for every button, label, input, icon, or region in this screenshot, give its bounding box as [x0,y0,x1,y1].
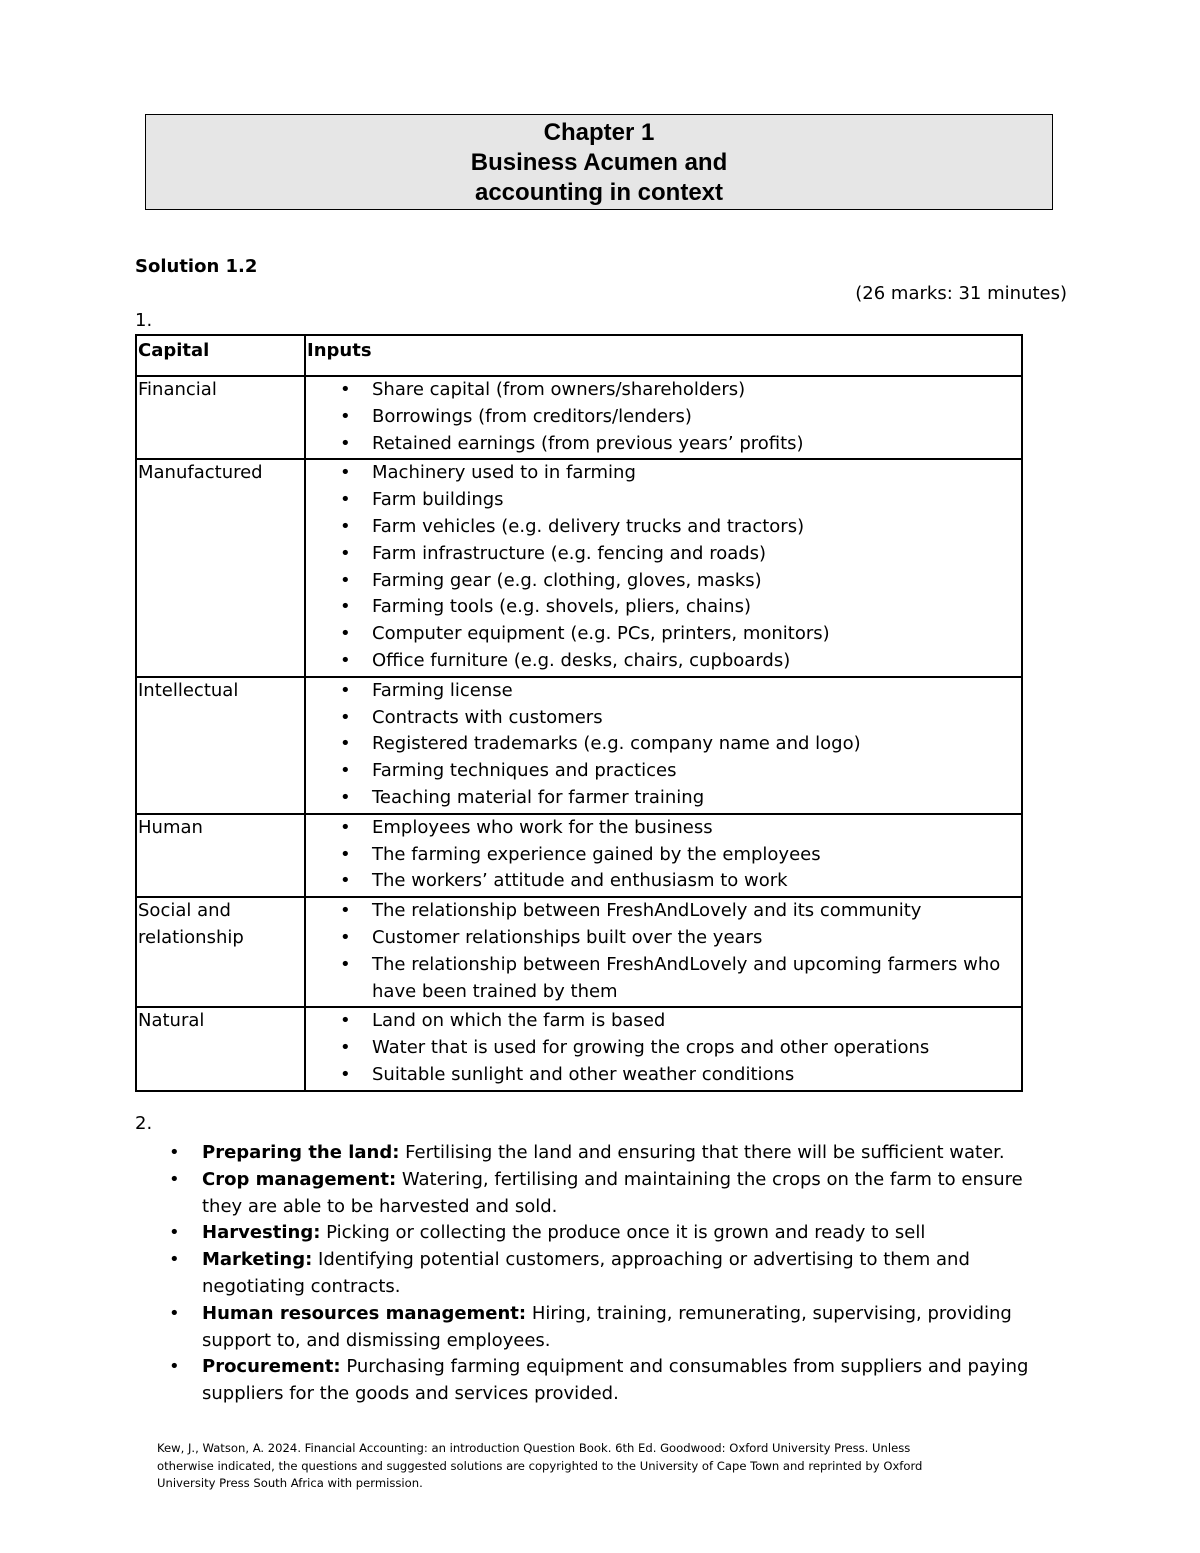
activity-term: Crop management: [202,1168,397,1190]
activity-item [135,1247,1067,1301]
list-item: • Farm vehicles (e.g. delivery trucks and tractors) [307,514,1021,541]
marks-allocation: (26 marks: 31 minutes) [855,283,1067,304]
activity-description: Watering, fertilising and maintaining the crops on the farm to ensure they are able to be harvested and sold. [202,1168,1023,1217]
inputs-list [307,815,1021,895]
activity-term: Marketing: [202,1249,313,1271]
activity-item [135,1301,1067,1355]
list-item: • Suitable sunlight and other weather conditions [307,1062,1021,1089]
question-number-1: 1. [135,310,153,331]
table-row [136,376,1022,459]
capital-cell: Human [136,814,305,897]
activity-term: Procurement: [202,1356,341,1378]
list-item: • Contracts with customers [307,705,1021,732]
chapter-title-line1: Business Acumen and [470,149,728,176]
list-item: • Farming gear (e.g. clothing, gloves, masks) [307,568,1021,595]
inputs-list [307,898,1021,1005]
activity-term: Human resources management: [202,1302,527,1324]
solution-title: Solution 1.2 [135,256,258,277]
capital-cell: Intellectual [136,677,305,814]
inputs-list [307,377,1021,457]
list-item: • Farm buildings [307,487,1021,514]
list-item: • Retained earnings (from previous years’ profits) [307,431,1021,458]
activity-description: Fertilising the land and ensuring that there will be sufficient water. [399,1142,1005,1163]
list-item: • Borrowings (from creditors/lenders) [307,404,1021,431]
table-row [136,1007,1022,1090]
list-item: • Land on which the farm is based [307,1008,1021,1035]
list-item: • Farm infrastructure (e.g. fencing and roads) [307,541,1021,568]
table-row [136,814,1022,897]
activity-item [135,1167,1067,1221]
activities-list [135,1140,1067,1408]
capital-cell: Manufactured [136,459,305,676]
chapter-header [145,114,1053,210]
header-inputs: Inputs [305,335,1022,376]
list-item: • Customer relationships built over the years [307,925,1021,952]
question-number-2: 2. [135,1113,153,1134]
table-row [136,459,1022,676]
table-body [136,376,1022,1091]
list-item: • Farming tools (e.g. shovels, pliers, chains) [307,594,1021,621]
list-item: • Teaching material for farmer training [307,785,1021,812]
table-row [136,677,1022,814]
inputs-cell [305,376,1022,459]
list-item: • The workers’ attitude and enthusiasm to work [307,868,1021,895]
inputs-cell [305,677,1022,814]
list-item: • The relationship between FreshAndLovely and its community [307,898,1021,925]
table-row [136,897,1022,1007]
inputs-cell [305,459,1022,676]
list-item: • Computer equipment (e.g. PCs, printers, monitors) [307,621,1021,648]
activity-item [135,1354,1067,1408]
inputs-cell [305,814,1022,897]
list-item: • Farming license [307,678,1021,705]
list-item: • Machinery used to in farming [307,460,1021,487]
capital-cell: Natural [136,1007,305,1090]
inputs-list [307,460,1021,674]
chapter-title-line2: accounting in context [474,179,723,206]
list-item: • Office furniture (e.g. desks, chairs, cupboards) [307,648,1021,675]
activity-term: Harvesting: [202,1222,321,1244]
list-item: • Water that is used for growing the crops and other operations [307,1035,1021,1062]
list-item: • Employees who work for the business [307,815,1021,842]
list-item: • The relationship between FreshAndLovely and upcoming farmers who have been trained by them [307,952,1021,1006]
activity-term: Preparing the land: [202,1142,400,1163]
capital-cell: Financial [136,376,305,459]
list-item: • Farming techniques and practices [307,758,1021,785]
inputs-cell [305,897,1022,1007]
footer-citation: Kew, J., Watson, A. 2024. Financial Accounting: an introduction Question Book. 6th Ed. Goodwood: Oxford University Press. Unless otherwise indicated, the questions and suggested solutions are copyrighted to the University of Cape Town and reprinted by Oxford University Press South Africa with permission. [157,1441,923,1490]
list-item: • Registered trademarks (e.g. company name and logo) [307,731,1021,758]
inputs-list [307,678,1021,812]
activity-description: Hiring, training, remunerating, supervising, providing support to, and dismissing employees. [202,1302,1012,1351]
activity-item [135,1140,1067,1167]
capitals-table [135,334,1023,1092]
inputs-cell [305,1007,1022,1090]
chapter-number: Chapter 1 [543,119,655,146]
capital-cell: Social and relationship [136,897,305,1007]
header-capital: Capital [136,335,305,376]
list-item: • The farming experience gained by the employees [307,842,1021,869]
table-header-row [136,335,1022,376]
inputs-list [307,1008,1021,1088]
activity-description: Purchasing farming equipment and consumables from suppliers and paying suppliers for the goods and services provided. [202,1356,1029,1405]
activity-item [135,1220,1067,1247]
activity-description: Identifying potential customers, approaching or advertising to them and negotiating contracts. [202,1249,970,1297]
list-item: • Share capital (from owners/shareholders) [307,377,1021,404]
activity-description: Picking or collecting the produce once it is grown and ready to sell [320,1222,926,1244]
